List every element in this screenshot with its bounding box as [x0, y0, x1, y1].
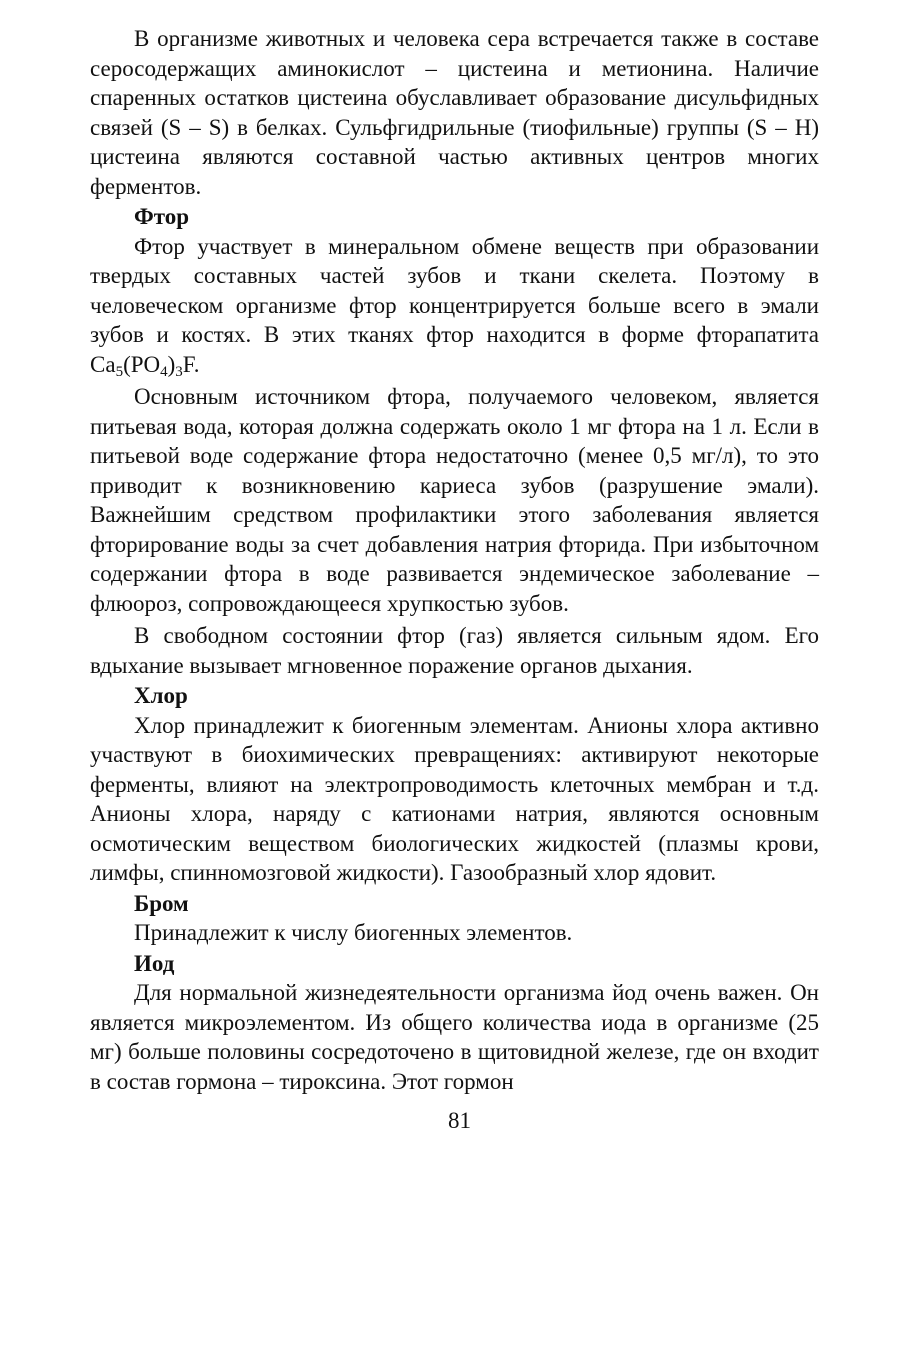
- formula-subscript-phosphate: 3: [175, 363, 183, 380]
- page-number: 81: [448, 1108, 471, 1133]
- paragraph-sulfur-amino-acids: В организме животных и человека сера встречается также в составе серосодержащих аминокислот – цистеина и метионина. Наличие спаренных остатков цистеина обуславливает образование дисульфидных связей (S – S) в белках. Сульфгидрильные (тиофильные) группы (S – H) цистеина являются составной частью активных центров многих ферментов.: [90, 26, 819, 199]
- paragraph-iodine: Для нормальной жизнедеятельности организма йод очень важен. Он является микроэлементом. Из общего количества иода в организме (25 мг) больше половины сосредоточено в щитовидной железе, где он входит в состав гормона – тироксина. Этот гормон: [90, 980, 819, 1094]
- formula-tail: F.: [182, 351, 200, 377]
- paragraph-bromine: Принадлежит к числу биогенных элементов.: [134, 920, 573, 945]
- formula-phosphate-open: (PO: [123, 351, 161, 377]
- paragraph-fluorine-mineral-exchange: [90, 232, 819, 380]
- heading-chlorine: Хлор: [134, 683, 188, 708]
- formula-subscript-oxygen: 4: [160, 363, 168, 380]
- paragraph-fluorine-free-state: В свободном состоянии фтор (газ) является сильным ядом. Его вдыхание вызывает мгновенное поражение органов дыхания.: [90, 623, 819, 678]
- paragraph-fluorine-drinking-water: Основным источником фтора, получаемого человеком, является питьевая вода, которая должна содержать около 1 мг фтора на 1 л. Если в питьевой воде содержание фтора недостаточно (менее 0,5 мг/л), то это приводит к возникновению кариеса зубов (разрушение эмали). Важнейшим средством профилактики этого заболевания является фторирование воды за счет добавления натрия фторида. При избыточном содержании фтора в воде развивается эндемическое заболевание – флюороз, сопровождающееся хрупкостью зубов.: [90, 384, 819, 616]
- paragraph-chlorine: Хлор принадлежит к биогенным элементам. Анионы хлора активно участвуют в биохимических превращениях: активируют некоторые ферменты, влияют на электропроводимость клеточных мембран и т.д. Анионы хлора, наряду с катионами натрия, являются основным осмотическим веществом биологических жидкостей (плазмы крови, лимфы, спинномозговой жидкости). Газообразный хлор ядовит.: [90, 712, 819, 885]
- heading-bromine: Бром: [134, 890, 189, 916]
- heading-fluorine: Фтор: [134, 204, 190, 229]
- formula-subscript-calcium: 5: [115, 363, 124, 380]
- formula-phosphate-close: ): [167, 351, 176, 377]
- paragraph-fluorine-mineral-exchange-text: Фтор участвует в минеральном обмене веществ при образовании твердых составных частей зубов и ткани скелета. Поэтому в человеческом организме фтор концентрируется больше всего в эмали зубов и костях. В этих тканях фтор находится в форме фторапатита Ca: [90, 233, 819, 377]
- heading-iodine: Иод: [134, 950, 175, 976]
